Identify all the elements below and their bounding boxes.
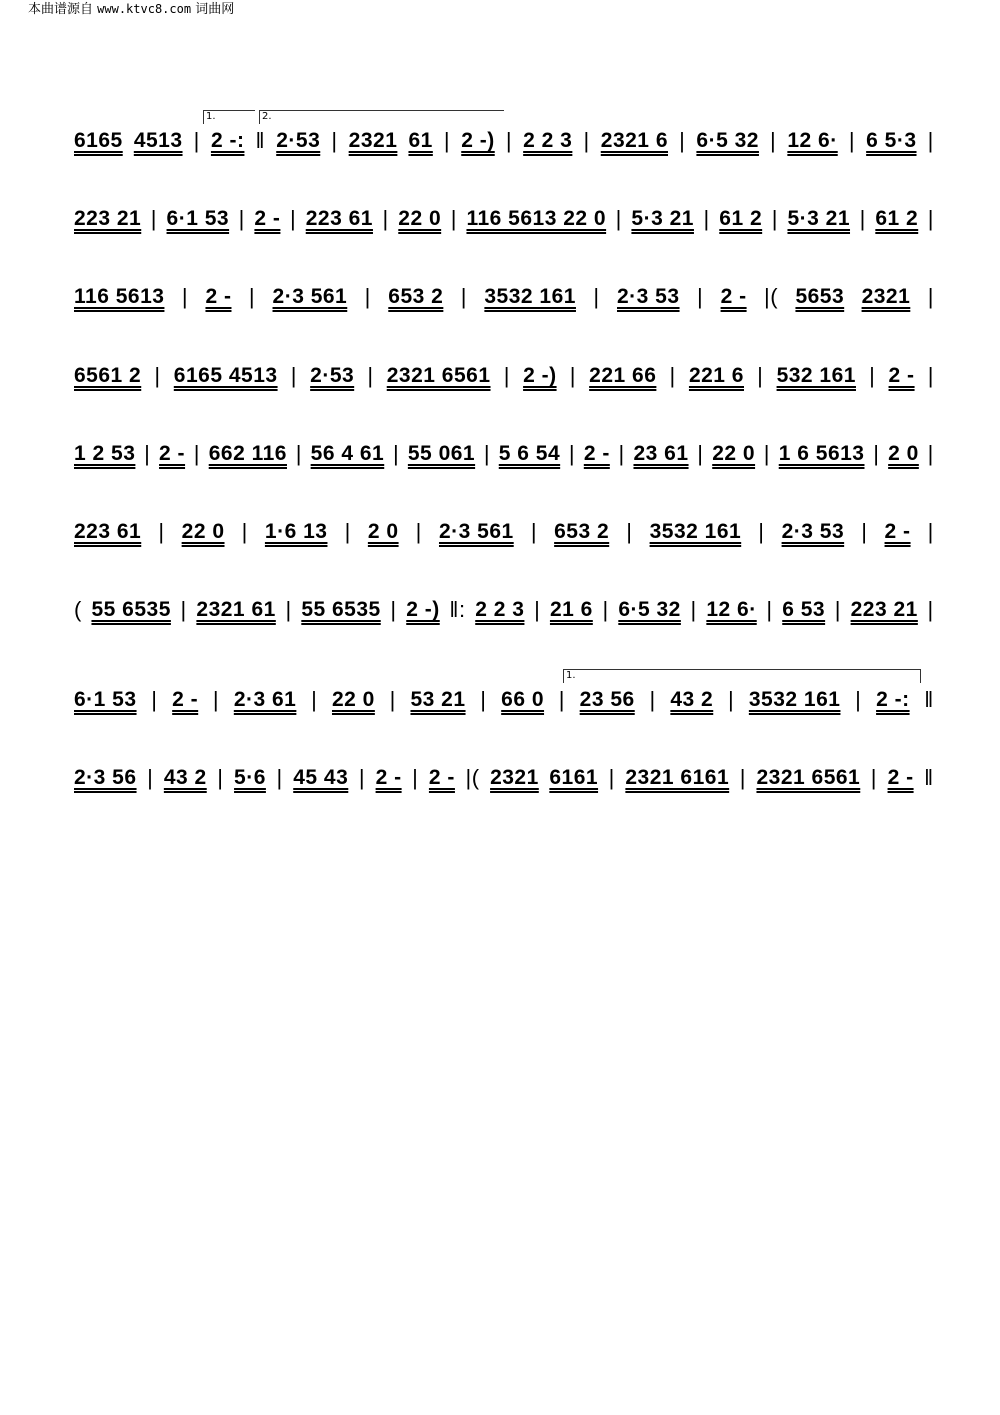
note-group: 2321 61 — [196, 598, 276, 621]
note-group: 223 61 — [74, 520, 142, 543]
note-group: 2 - — [159, 442, 186, 465]
site-url[interactable]: www.ktvc8.com — [97, 2, 192, 16]
barline: | — [870, 765, 878, 790]
score-line — [74, 204, 934, 234]
barline: | — [241, 519, 248, 544]
note-group: 2 -) — [406, 598, 440, 621]
note-group: 2 - — [254, 207, 281, 230]
barline: | — [757, 363, 764, 388]
note-group: 5·6 — [234, 766, 266, 789]
note-group: 2 - — [887, 766, 914, 789]
barline: | — [927, 441, 934, 466]
score-line — [74, 685, 934, 715]
note-group: 43 2 — [670, 688, 714, 711]
note-group: 66 0 — [501, 688, 545, 711]
note-group: 2·3 561 — [438, 520, 514, 543]
barline: | — [289, 206, 297, 231]
barline: ‖: — [449, 597, 466, 622]
note-group: 1 6 5613 — [778, 442, 865, 465]
note-group: 6161 — [549, 766, 599, 789]
note-group: 2321 — [861, 285, 911, 308]
barline: | — [569, 363, 576, 388]
barline: | — [583, 128, 590, 153]
barline: | — [290, 363, 297, 388]
barline: | — [696, 284, 704, 309]
barline: | — [480, 687, 487, 712]
barline: | — [608, 765, 615, 790]
note-group: 6165 — [74, 129, 123, 152]
barline: | — [697, 441, 704, 466]
note-group: 5·3 21 — [631, 207, 694, 230]
note-group: 2 - — [888, 364, 915, 387]
barline: | — [151, 687, 158, 712]
barline: | — [344, 519, 351, 544]
note-group: 2·53 — [310, 364, 355, 387]
note-group: 2 2 3 — [475, 598, 525, 621]
barline: | — [869, 363, 876, 388]
score-line — [74, 517, 934, 547]
note-group: 2 - — [720, 285, 747, 308]
note-group: 2 0 — [367, 520, 399, 543]
note-group: 22 0 — [331, 688, 375, 711]
barline: | — [285, 597, 292, 622]
score-line — [74, 439, 934, 469]
note-group: 1 2 53 — [74, 442, 136, 465]
note-group: 2 - — [172, 688, 199, 711]
barline: | — [770, 128, 777, 153]
barline: | — [154, 363, 161, 388]
note-group: 2321 6 — [600, 129, 668, 152]
barline: ( — [74, 597, 82, 622]
barline: | — [295, 441, 302, 466]
barline: | — [147, 765, 154, 790]
site-suffix: 词曲网 — [195, 2, 235, 17]
note-group: 23 56 — [579, 688, 635, 711]
barline: | — [193, 128, 200, 153]
barline: | — [534, 597, 541, 622]
note-group: 2321 — [490, 766, 539, 789]
note-group: 3532 161 — [649, 520, 742, 543]
note-group: 2 -: — [210, 129, 245, 152]
note-group: 6561 2 — [74, 364, 142, 387]
note-group: 22 0 — [398, 207, 442, 230]
barline: | — [358, 765, 366, 790]
barline: | — [450, 206, 457, 231]
note-group: 6·5 32 — [618, 598, 681, 621]
barline: | — [593, 284, 600, 309]
barline: | — [615, 206, 622, 231]
barline: | — [503, 363, 510, 388]
note-group: 12 6· — [706, 598, 757, 621]
score-line — [74, 595, 934, 625]
score-line — [74, 126, 934, 156]
barline: | — [331, 128, 338, 153]
note-group: 55 6535 — [91, 598, 171, 621]
note-group: 61 2 — [875, 207, 919, 230]
barline: | — [626, 519, 633, 544]
note-group: 6 5·3 — [866, 129, 917, 152]
barline: ‖ — [255, 128, 266, 153]
barline: | — [766, 597, 773, 622]
note-group: 23 61 — [633, 442, 689, 465]
barline: | — [144, 441, 151, 466]
barline: |( — [764, 284, 779, 309]
barline: | — [460, 284, 467, 309]
note-group: 223 21 — [74, 207, 142, 230]
barline: | — [364, 284, 371, 309]
barline: | — [927, 206, 934, 231]
note-group: 56 4 61 — [310, 442, 385, 465]
barline: | — [739, 765, 746, 790]
note-group: 116 5613 22 0 — [466, 207, 607, 230]
note-group: 6165 4513 — [173, 364, 278, 387]
note-group: 6 53 — [782, 598, 826, 621]
site-name: 本曲谱源自 — [28, 2, 94, 17]
barline: | — [180, 597, 187, 622]
note-group: 45 43 — [293, 766, 349, 789]
note-group: 5653 — [795, 285, 845, 308]
note-group: 55 6535 — [301, 598, 381, 621]
barline: | — [530, 519, 538, 544]
volta-bracket-1 — [203, 110, 255, 124]
barline: | — [392, 441, 400, 466]
barline: | — [217, 765, 224, 790]
barline: | — [415, 519, 422, 544]
volta-bracket-1b — [563, 669, 921, 683]
note-group: 2·3 61 — [233, 688, 297, 711]
barline: | — [390, 597, 397, 622]
note-group: 2·3 56 — [74, 766, 137, 789]
note-group: 2 -: — [876, 688, 910, 711]
barline: | — [558, 687, 565, 712]
note-group: 2·53 — [276, 129, 321, 152]
barline: | — [927, 597, 934, 622]
note-group: 116 5613 — [74, 285, 165, 308]
barline: | — [873, 441, 880, 466]
note-group: 223 61 — [305, 207, 373, 230]
barline: | — [848, 128, 856, 153]
barline: | — [181, 284, 189, 309]
barline: | — [367, 363, 374, 388]
note-group: 5 6 54 — [498, 442, 561, 465]
note-group: 4513 — [133, 129, 183, 152]
note-group: 2 - — [375, 766, 402, 789]
volta-bracket-2 — [259, 110, 504, 124]
note-group: 2 - — [205, 285, 232, 308]
note-group: 221 66 — [589, 364, 657, 387]
barline: | — [859, 206, 866, 231]
note-group: 3532 161 — [484, 285, 576, 308]
note-group: 53 21 — [410, 688, 466, 711]
barline: |( — [465, 765, 480, 790]
barline: | — [679, 128, 686, 153]
barline: | — [505, 128, 513, 153]
barline: | — [412, 765, 419, 790]
barline: | — [703, 206, 710, 231]
note-group: 55 061 — [407, 442, 476, 465]
barline: | — [311, 687, 318, 712]
note-group: 22 0 — [712, 442, 756, 465]
note-group: 2·3 53 — [781, 520, 845, 543]
note-group: 653 2 — [388, 285, 444, 308]
barline: | — [758, 519, 765, 544]
barline: | — [158, 519, 165, 544]
volta-label: 1. — [206, 111, 216, 122]
note-group: 2 2 3 — [523, 129, 573, 152]
note-group: 653 2 — [554, 520, 610, 543]
barline: | — [248, 284, 256, 309]
barline: | — [927, 128, 934, 153]
barline: | — [193, 441, 200, 466]
note-group: 532 161 — [776, 364, 856, 387]
note-group: 2·3 53 — [617, 285, 680, 308]
note-group: 3532 161 — [748, 688, 841, 711]
note-group: 5·3 21 — [787, 207, 851, 230]
note-group: 61 — [408, 129, 433, 152]
score-line — [74, 361, 934, 391]
note-group: 2321 6161 — [625, 766, 730, 789]
barline: | — [276, 765, 283, 790]
barline: | — [483, 441, 491, 466]
barline: | — [618, 441, 625, 466]
barline: | — [861, 519, 868, 544]
barline: | — [927, 519, 934, 544]
barline: | — [763, 441, 771, 466]
barline: | — [927, 284, 934, 309]
score-line — [74, 282, 934, 312]
note-group: 6·5 32 — [696, 129, 759, 152]
note-group: 61 2 — [719, 207, 763, 230]
note-group: 12 6· — [787, 129, 838, 152]
note-group: 2 - — [583, 442, 610, 465]
note-group: 6·1 53 — [74, 688, 137, 711]
note-group: 6·1 53 — [166, 207, 230, 230]
barline: | — [690, 597, 697, 622]
barline: | — [855, 687, 862, 712]
barline: | — [649, 687, 656, 712]
barline: | — [927, 363, 934, 388]
note-group: 2321 6561 — [386, 364, 491, 387]
barline: | — [238, 206, 245, 231]
barline: | — [150, 206, 157, 231]
barline: | — [212, 687, 220, 712]
barline: | — [389, 687, 396, 712]
note-group: 2 - — [884, 520, 911, 543]
note-group: 221 6 — [688, 364, 744, 387]
note-group: 21 6 — [549, 598, 593, 621]
note-group: 43 2 — [163, 766, 207, 789]
note-group: 2321 — [348, 129, 398, 152]
note-group: 2321 6561 — [756, 766, 861, 789]
barline: | — [602, 597, 609, 622]
note-group: 2 -) — [523, 364, 557, 387]
note-group: 2 -) — [461, 129, 495, 152]
note-group: 2 - — [428, 766, 455, 789]
note-group: 2·3 561 — [272, 285, 348, 308]
note-group: 2 0 — [888, 442, 919, 465]
barline: | — [727, 687, 735, 712]
barline: | — [443, 128, 451, 153]
note-group: 1·6 13 — [264, 520, 328, 543]
score-line — [74, 763, 934, 793]
volta-label: 1. — [566, 670, 576, 681]
note-group: 22 0 — [181, 520, 225, 543]
note-group: 662 116 — [208, 442, 287, 465]
barline: | — [382, 206, 389, 231]
barline: | — [834, 597, 841, 622]
barline: | — [771, 206, 778, 231]
barline: ‖ — [924, 765, 934, 790]
barline: | — [669, 363, 676, 388]
barline: ‖ — [924, 687, 934, 712]
volta-label: 2. — [262, 111, 272, 122]
note-group: 223 21 — [850, 598, 918, 621]
barline: | — [568, 441, 576, 466]
